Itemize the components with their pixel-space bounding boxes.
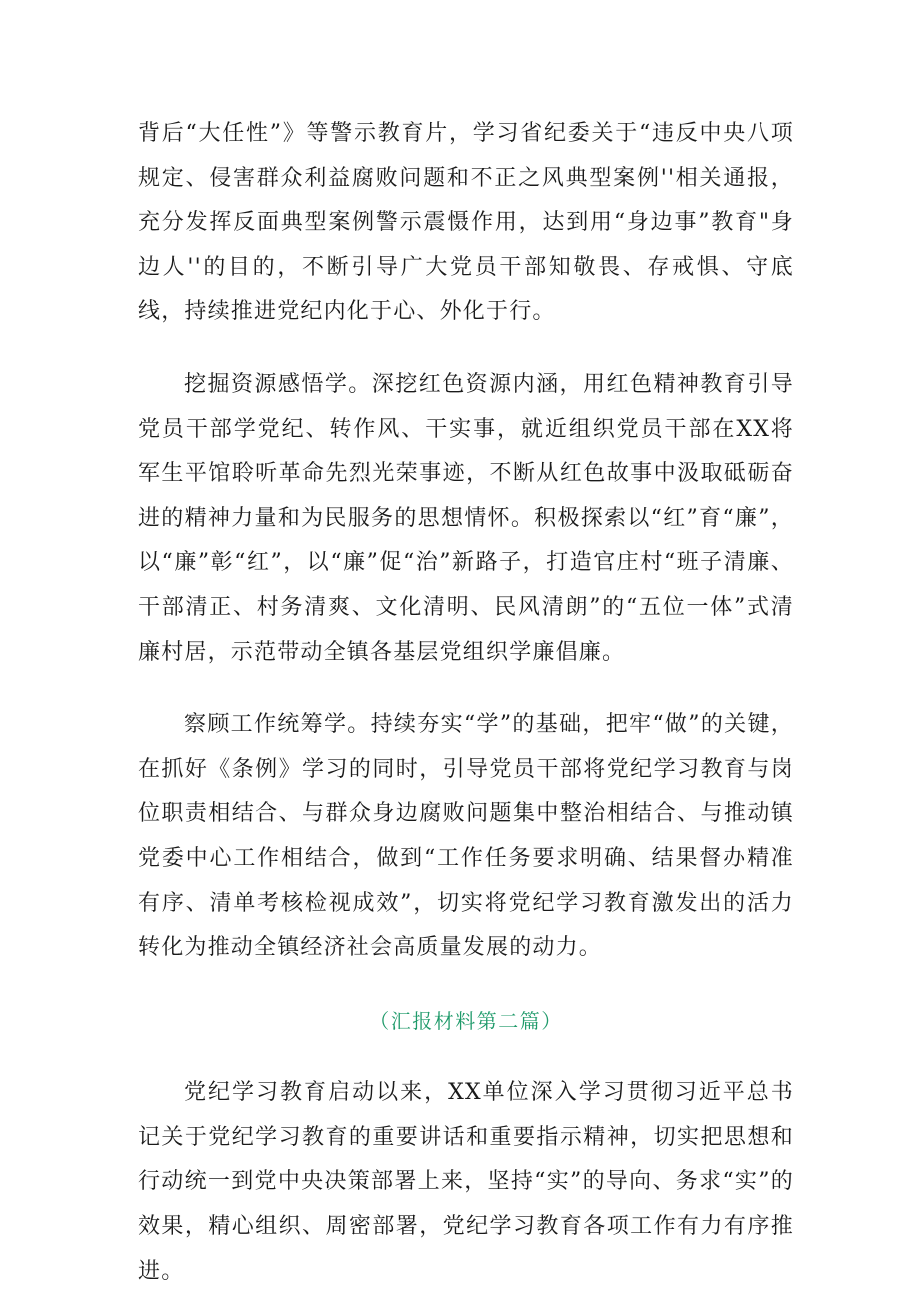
paragraph-overview: 党纪学习教育启动以来，XX单位深入学习贯彻习近平总书记关于党纪学习教育的重要讲话和重要指示精神，切实把思想和行动统一到党中央决策部署上来，坚持“实”的导向、务求“实”的效果，精心组织、周密部署，党纪学习教育各项工作有力有序推进。	[138, 1080, 794, 1284]
paragraph-continuation: 背后“大任性”》等警示教育片，学习省纪委关于“违反中央八项规定、侵害群众利益腐败问题和不正之风典型案例''相关通报，充分发挥反面典型案例警示震慑作用，达到用“身边事”教育"身边人''的目的，不断引导广大党员干部知敬畏、存戒惧、守底线，持续推进党纪内化于心、外化于行。	[138, 121, 794, 325]
section-heading: （汇报材料第二篇）	[369, 1008, 563, 1033]
paragraph-coordinated-study: 察顾工作统筹学。持续夯实“学”的基础，把牢“做”的关键，在抓好《条例》学习的同时，引导党员干部将党纪学习教育与岗位职责相结合、与群众身边腐败问题集中整治相结合、与推动镇党委中心工作相结合，做到“工作任务要求明确、结果督办精准有序、清单考核检视成效”，切实将党纪学习教育激发出的活力转化为推动全镇经济社会高质量发展的动力。	[138, 712, 794, 961]
paragraph-red-resources: 挖掘资源感悟学。深挖红色资源内涵，用红色精神教育引导党员干部学党纪、转作风、干实事，就近组织党员干部在XX将军生平馆聆听革命先烈光荣事迹，不断从红色故事中汲取砥砺奋进的精神力量和为民服务的思想情怀。积极探索以“红”育“廉”，以“廉”彰“红”，以“廉”促“治”新路子，打造官庄村“班子清廉、干部清正、村务清爽、文化清明、民风清朗”的“五位一体”式清廉村居，示范带动全镇各基层党组织学廉倡廉。	[138, 371, 794, 665]
document-body	[138, 112, 794, 1294]
